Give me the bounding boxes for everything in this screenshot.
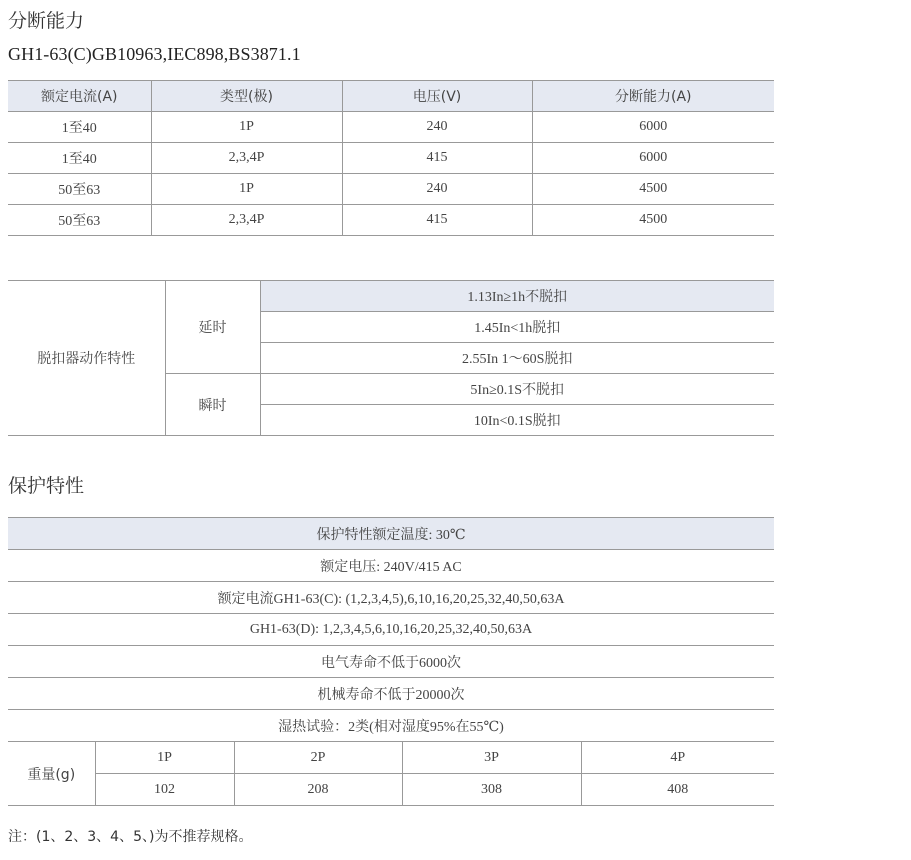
instant-item: 10In<0.1S脱扣 — [260, 405, 774, 436]
header-voltage: 电压(V) — [342, 81, 532, 112]
table-row — [8, 742, 774, 774]
section-title-breaking-capacity: 分断能力 — [8, 10, 85, 32]
cell-type: 1P — [151, 112, 342, 143]
weight-pole: 4P — [581, 742, 774, 774]
cell-voltage: 415 — [342, 205, 532, 236]
cell-voltage: 240 — [342, 174, 532, 205]
instant-label: 瞬时 — [165, 374, 260, 436]
protection-row: GH1-63(D): 1,2,3,4,5,6,10,16,20,25,32,40,50,63A — [8, 614, 774, 646]
cell-type: 1P — [151, 174, 342, 205]
release-label: 脱扣器动作特性 — [8, 281, 165, 436]
protection-row: 湿热试验：2类(相对湿度95%在55℃) — [8, 710, 774, 742]
table-row — [8, 614, 774, 646]
table-row — [8, 774, 774, 806]
protection-row: 保护特性额定温度: 30℃ — [8, 518, 774, 550]
table-row — [8, 646, 774, 678]
protection-row: 额定电压: 240V/415 AC — [8, 550, 774, 582]
cell-voltage: 415 — [342, 143, 532, 174]
release-characteristics-table — [8, 280, 774, 436]
header-breaking-capacity: 分断能力(A) — [532, 81, 774, 112]
footnote: 注：(1、2、3、4、5、)为不推荐规格。 — [8, 829, 253, 845]
weight-label: 重量(g) — [8, 742, 95, 806]
table-row — [8, 678, 774, 710]
weight-pole: 3P — [402, 742, 581, 774]
table-row — [8, 550, 774, 582]
protection-row: 电气寿命不低于6000次 — [8, 646, 774, 678]
protection-row: 额定电流GH1-63(C): (1,2,3,4,5),6,10,16,20,25,32,40,50,63A — [8, 582, 774, 614]
cell-breaking-capacity: 6000 — [532, 112, 774, 143]
cell-rated-current: 50至63 — [8, 174, 151, 205]
table-row — [8, 174, 774, 205]
table-row — [8, 143, 774, 174]
cell-rated-current: 1至40 — [8, 112, 151, 143]
table-row — [8, 281, 774, 312]
delay-item: 1.13In≥1h不脱扣 — [260, 281, 774, 312]
cell-breaking-capacity: 4500 — [532, 205, 774, 236]
cell-voltage: 240 — [342, 112, 532, 143]
weight-pole: 2P — [234, 742, 402, 774]
weight-value: 102 — [95, 774, 234, 806]
table-row — [8, 205, 774, 236]
weight-value: 308 — [402, 774, 581, 806]
table-row — [8, 582, 774, 614]
cell-breaking-capacity: 4500 — [532, 174, 774, 205]
weight-value: 408 — [581, 774, 774, 806]
standards-subtitle: GH1-63(C)GB10963,IEC898,BS3871.1 — [8, 44, 301, 64]
table-header-row — [8, 81, 774, 112]
delay-item: 2.55In 1～60S脱扣 — [260, 343, 774, 374]
breaking-capacity-table — [8, 80, 774, 236]
table-row — [8, 518, 774, 550]
cell-type: 2,3,4P — [151, 143, 342, 174]
weight-value: 208 — [234, 774, 402, 806]
delay-item: 1.45In<1h脱扣 — [260, 312, 774, 343]
header-rated-current: 额定电流(A) — [8, 81, 151, 112]
protection-characteristics-table — [8, 517, 774, 806]
delay-label: 延时 — [165, 281, 260, 374]
instant-item: 5In≥0.1S不脱扣 — [260, 374, 774, 405]
section-title-protection: 保护特性 — [8, 475, 85, 497]
cell-rated-current: 1至40 — [8, 143, 151, 174]
header-type-poles: 类型(极) — [151, 81, 342, 112]
table-row — [8, 710, 774, 742]
cell-rated-current: 50至63 — [8, 205, 151, 236]
protection-row: 机械寿命不低于20000次 — [8, 678, 774, 710]
weight-pole: 1P — [95, 742, 234, 774]
cell-breaking-capacity: 6000 — [532, 143, 774, 174]
cell-type: 2,3,4P — [151, 205, 342, 236]
table-row — [8, 112, 774, 143]
